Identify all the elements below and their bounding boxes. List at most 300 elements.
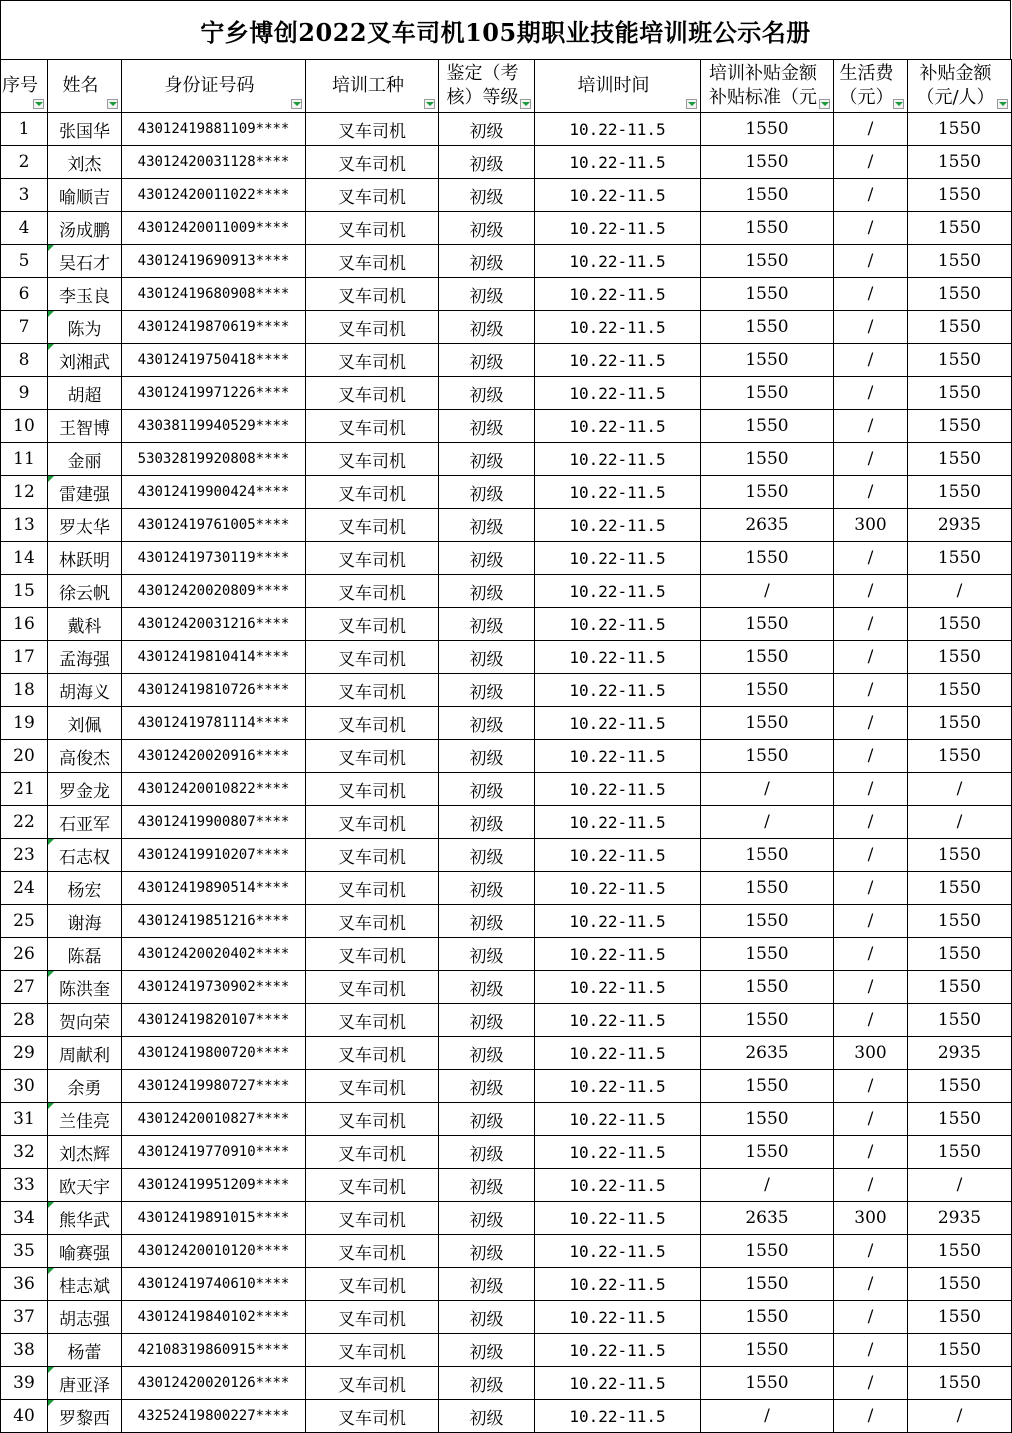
cell-trade[interactable] — [306, 443, 439, 476]
cell-amount[interactable] — [908, 1367, 1012, 1400]
cell-no[interactable] — [1, 1400, 48, 1433]
cell-name[interactable] — [48, 1202, 122, 1235]
col-header-level[interactable] — [439, 60, 535, 113]
cell-standard[interactable] — [701, 740, 834, 773]
cell-living[interactable] — [834, 146, 908, 179]
cell-level[interactable] — [439, 641, 535, 674]
cell-living[interactable] — [834, 1202, 908, 1235]
cell-no[interactable] — [1, 1004, 48, 1037]
cell-name[interactable] — [48, 410, 122, 443]
cell-trade[interactable] — [306, 1004, 439, 1037]
cell-living[interactable] — [834, 1136, 908, 1169]
cell-no[interactable] — [1, 1235, 48, 1268]
cell-level[interactable] — [439, 344, 535, 377]
cell-trade[interactable] — [306, 1400, 439, 1433]
cell-time[interactable] — [535, 938, 701, 971]
cell-trade[interactable] — [306, 707, 439, 740]
cell-level[interactable] — [439, 872, 535, 905]
cell-amount[interactable] — [908, 1037, 1012, 1070]
cell-name[interactable] — [48, 641, 122, 674]
cell-id[interactable] — [122, 146, 306, 179]
cell-name[interactable] — [48, 806, 122, 839]
cell-standard[interactable] — [701, 377, 834, 410]
cell-id[interactable] — [122, 905, 306, 938]
cell-living[interactable] — [834, 641, 908, 674]
cell-amount[interactable] — [908, 311, 1012, 344]
cell-amount[interactable] — [908, 1301, 1012, 1334]
cell-name[interactable] — [48, 212, 122, 245]
cell-level[interactable] — [439, 575, 535, 608]
cell-level[interactable] — [439, 1400, 535, 1433]
cell-level[interactable] — [439, 1037, 535, 1070]
cell-amount[interactable] — [908, 1070, 1012, 1103]
cell-name[interactable] — [48, 278, 122, 311]
cell-id[interactable] — [122, 674, 306, 707]
cell-id[interactable] — [122, 542, 306, 575]
cell-standard[interactable] — [701, 608, 834, 641]
cell-time[interactable] — [535, 1268, 701, 1301]
cell-trade[interactable] — [306, 1367, 439, 1400]
cell-level[interactable] — [439, 146, 535, 179]
cell-trade[interactable] — [306, 179, 439, 212]
cell-level[interactable] — [439, 1235, 535, 1268]
cell-amount[interactable] — [908, 476, 1012, 509]
cell-standard[interactable] — [701, 905, 834, 938]
cell-name[interactable] — [48, 542, 122, 575]
cell-standard[interactable] — [701, 113, 834, 146]
cell-trade[interactable] — [306, 113, 439, 146]
cell-amount[interactable] — [908, 1202, 1012, 1235]
cell-no[interactable] — [1, 278, 48, 311]
cell-trade[interactable] — [306, 1301, 439, 1334]
cell-living[interactable] — [834, 311, 908, 344]
cell-trade[interactable] — [306, 608, 439, 641]
cell-standard[interactable] — [701, 1268, 834, 1301]
cell-time[interactable] — [535, 476, 701, 509]
cell-amount[interactable] — [908, 839, 1012, 872]
cell-id[interactable] — [122, 1136, 306, 1169]
cell-amount[interactable] — [908, 1268, 1012, 1301]
cell-time[interactable] — [535, 344, 701, 377]
cell-name[interactable] — [48, 1400, 122, 1433]
cell-living[interactable] — [834, 212, 908, 245]
cell-time[interactable] — [535, 179, 701, 212]
cell-level[interactable] — [439, 1169, 535, 1202]
col-header-id[interactable] — [122, 60, 306, 113]
cell-name[interactable] — [48, 839, 122, 872]
cell-level[interactable] — [439, 839, 535, 872]
cell-no[interactable] — [1, 1103, 48, 1136]
cell-name[interactable] — [48, 1037, 122, 1070]
cell-level[interactable] — [439, 179, 535, 212]
cell-living[interactable] — [834, 806, 908, 839]
cell-standard[interactable] — [701, 443, 834, 476]
cell-time[interactable] — [535, 410, 701, 443]
cell-time[interactable] — [535, 1070, 701, 1103]
cell-id[interactable] — [122, 179, 306, 212]
cell-amount[interactable] — [908, 872, 1012, 905]
cell-time[interactable] — [535, 1004, 701, 1037]
cell-id[interactable] — [122, 377, 306, 410]
col-header-time[interactable] — [535, 60, 701, 113]
cell-standard[interactable] — [701, 1169, 834, 1202]
cell-trade[interactable] — [306, 509, 439, 542]
cell-amount[interactable] — [908, 278, 1012, 311]
cell-no[interactable] — [1, 1136, 48, 1169]
cell-time[interactable] — [535, 146, 701, 179]
cell-name[interactable] — [48, 1169, 122, 1202]
cell-id[interactable] — [122, 245, 306, 278]
cell-living[interactable] — [834, 1169, 908, 1202]
cell-trade[interactable] — [306, 839, 439, 872]
cell-living[interactable] — [834, 1334, 908, 1367]
cell-amount[interactable] — [908, 1136, 1012, 1169]
cell-name[interactable] — [48, 311, 122, 344]
cell-no[interactable] — [1, 971, 48, 1004]
cell-time[interactable] — [535, 443, 701, 476]
cell-living[interactable] — [834, 1235, 908, 1268]
filter-dropdown-icon[interactable] — [291, 99, 302, 109]
cell-no[interactable] — [1, 509, 48, 542]
cell-time[interactable] — [535, 773, 701, 806]
cell-name[interactable] — [48, 1268, 122, 1301]
cell-id[interactable] — [122, 443, 306, 476]
cell-name[interactable] — [48, 740, 122, 773]
cell-time[interactable] — [535, 377, 701, 410]
cell-level[interactable] — [439, 377, 535, 410]
cell-level[interactable] — [439, 740, 535, 773]
cell-standard[interactable] — [701, 773, 834, 806]
cell-amount[interactable] — [908, 773, 1012, 806]
cell-no[interactable] — [1, 1334, 48, 1367]
cell-name[interactable] — [48, 113, 122, 146]
cell-time[interactable] — [535, 674, 701, 707]
cell-standard[interactable] — [701, 575, 834, 608]
cell-name[interactable] — [48, 1103, 122, 1136]
cell-amount[interactable] — [908, 443, 1012, 476]
filter-dropdown-icon[interactable] — [520, 99, 531, 109]
cell-living[interactable] — [834, 509, 908, 542]
filter-dropdown-icon[interactable] — [424, 99, 435, 109]
cell-standard[interactable] — [701, 641, 834, 674]
cell-standard[interactable] — [701, 146, 834, 179]
cell-time[interactable] — [535, 872, 701, 905]
cell-id[interactable] — [122, 1169, 306, 1202]
filter-dropdown-icon[interactable] — [819, 99, 830, 109]
cell-standard[interactable] — [701, 872, 834, 905]
cell-amount[interactable] — [908, 575, 1012, 608]
cell-no[interactable] — [1, 410, 48, 443]
cell-time[interactable] — [535, 509, 701, 542]
cell-living[interactable] — [834, 410, 908, 443]
cell-id[interactable] — [122, 212, 306, 245]
cell-trade[interactable] — [306, 311, 439, 344]
cell-standard[interactable] — [701, 278, 834, 311]
cell-level[interactable] — [439, 971, 535, 1004]
cell-time[interactable] — [535, 1169, 701, 1202]
cell-living[interactable] — [834, 1400, 908, 1433]
cell-trade[interactable] — [306, 674, 439, 707]
cell-id[interactable] — [122, 1268, 306, 1301]
cell-level[interactable] — [439, 674, 535, 707]
cell-name[interactable] — [48, 344, 122, 377]
cell-level[interactable] — [439, 938, 535, 971]
cell-standard[interactable] — [701, 1004, 834, 1037]
cell-standard[interactable] — [701, 971, 834, 1004]
cell-trade[interactable] — [306, 1268, 439, 1301]
filter-dropdown-icon[interactable] — [686, 99, 697, 109]
cell-name[interactable] — [48, 377, 122, 410]
cell-no[interactable] — [1, 311, 48, 344]
cell-id[interactable] — [122, 1235, 306, 1268]
cell-id[interactable] — [122, 113, 306, 146]
cell-standard[interactable] — [701, 806, 834, 839]
cell-name[interactable] — [48, 1334, 122, 1367]
cell-level[interactable] — [439, 113, 535, 146]
cell-standard[interactable] — [701, 1037, 834, 1070]
cell-time[interactable] — [535, 608, 701, 641]
cell-level[interactable] — [439, 509, 535, 542]
cell-level[interactable] — [439, 1070, 535, 1103]
cell-living[interactable] — [834, 179, 908, 212]
cell-no[interactable] — [1, 476, 48, 509]
cell-living[interactable] — [834, 542, 908, 575]
cell-living[interactable] — [834, 707, 908, 740]
cell-name[interactable] — [48, 707, 122, 740]
cell-trade[interactable] — [306, 971, 439, 1004]
cell-name[interactable] — [48, 476, 122, 509]
cell-time[interactable] — [535, 806, 701, 839]
cell-amount[interactable] — [908, 740, 1012, 773]
cell-time[interactable] — [535, 839, 701, 872]
cell-trade[interactable] — [306, 806, 439, 839]
col-header-name[interactable] — [48, 60, 122, 113]
cell-no[interactable] — [1, 938, 48, 971]
cell-standard[interactable] — [701, 245, 834, 278]
cell-living[interactable] — [834, 1367, 908, 1400]
cell-living[interactable] — [834, 1103, 908, 1136]
cell-time[interactable] — [535, 311, 701, 344]
col-header-amount[interactable] — [908, 60, 1012, 113]
cell-standard[interactable] — [701, 1202, 834, 1235]
cell-time[interactable] — [535, 113, 701, 146]
cell-name[interactable] — [48, 608, 122, 641]
cell-id[interactable] — [122, 608, 306, 641]
cell-name[interactable] — [48, 905, 122, 938]
cell-no[interactable] — [1, 1169, 48, 1202]
cell-level[interactable] — [439, 1004, 535, 1037]
cell-level[interactable] — [439, 707, 535, 740]
cell-trade[interactable] — [306, 1169, 439, 1202]
filter-dropdown-icon[interactable] — [997, 99, 1008, 109]
cell-amount[interactable] — [908, 113, 1012, 146]
cell-standard[interactable] — [701, 707, 834, 740]
cell-time[interactable] — [535, 971, 701, 1004]
cell-name[interactable] — [48, 1235, 122, 1268]
cell-name[interactable] — [48, 1004, 122, 1037]
cell-name[interactable] — [48, 179, 122, 212]
cell-living[interactable] — [834, 1070, 908, 1103]
cell-no[interactable] — [1, 905, 48, 938]
cell-id[interactable] — [122, 938, 306, 971]
cell-standard[interactable] — [701, 311, 834, 344]
cell-amount[interactable] — [908, 1334, 1012, 1367]
cell-id[interactable] — [122, 1400, 306, 1433]
cell-level[interactable] — [439, 1334, 535, 1367]
cell-amount[interactable] — [908, 212, 1012, 245]
cell-level[interactable] — [439, 1202, 535, 1235]
cell-standard[interactable] — [701, 1103, 834, 1136]
cell-trade[interactable] — [306, 1202, 439, 1235]
cell-trade[interactable] — [306, 1136, 439, 1169]
cell-living[interactable] — [834, 872, 908, 905]
cell-living[interactable] — [834, 1004, 908, 1037]
cell-no[interactable] — [1, 377, 48, 410]
cell-living[interactable] — [834, 1037, 908, 1070]
cell-level[interactable] — [439, 476, 535, 509]
cell-time[interactable] — [535, 1334, 701, 1367]
cell-no[interactable] — [1, 179, 48, 212]
cell-time[interactable] — [535, 575, 701, 608]
cell-name[interactable] — [48, 1136, 122, 1169]
cell-living[interactable] — [834, 1301, 908, 1334]
cell-trade[interactable] — [306, 773, 439, 806]
cell-id[interactable] — [122, 641, 306, 674]
cell-id[interactable] — [122, 410, 306, 443]
cell-standard[interactable] — [701, 410, 834, 443]
cell-no[interactable] — [1, 740, 48, 773]
cell-trade[interactable] — [306, 146, 439, 179]
cell-trade[interactable] — [306, 575, 439, 608]
cell-amount[interactable] — [908, 410, 1012, 443]
cell-no[interactable] — [1, 872, 48, 905]
cell-id[interactable] — [122, 311, 306, 344]
cell-id[interactable] — [122, 1334, 306, 1367]
cell-id[interactable] — [122, 806, 306, 839]
cell-no[interactable] — [1, 674, 48, 707]
cell-amount[interactable] — [908, 806, 1012, 839]
cell-name[interactable] — [48, 575, 122, 608]
cell-trade[interactable] — [306, 278, 439, 311]
cell-amount[interactable] — [908, 641, 1012, 674]
cell-living[interactable] — [834, 575, 908, 608]
cell-living[interactable] — [834, 113, 908, 146]
cell-standard[interactable] — [701, 179, 834, 212]
cell-no[interactable] — [1, 443, 48, 476]
cell-living[interactable] — [834, 443, 908, 476]
cell-level[interactable] — [439, 608, 535, 641]
filter-dropdown-icon[interactable] — [33, 99, 44, 109]
cell-name[interactable] — [48, 674, 122, 707]
cell-no[interactable] — [1, 542, 48, 575]
cell-living[interactable] — [834, 740, 908, 773]
cell-time[interactable] — [535, 1235, 701, 1268]
cell-no[interactable] — [1, 146, 48, 179]
cell-no[interactable] — [1, 344, 48, 377]
cell-id[interactable] — [122, 1301, 306, 1334]
cell-level[interactable] — [439, 1268, 535, 1301]
cell-trade[interactable] — [306, 1103, 439, 1136]
cell-no[interactable] — [1, 707, 48, 740]
cell-amount[interactable] — [908, 608, 1012, 641]
cell-no[interactable] — [1, 1070, 48, 1103]
cell-standard[interactable] — [701, 1367, 834, 1400]
cell-no[interactable] — [1, 1301, 48, 1334]
cell-amount[interactable] — [908, 377, 1012, 410]
cell-standard[interactable] — [701, 1400, 834, 1433]
cell-name[interactable] — [48, 443, 122, 476]
cell-amount[interactable] — [908, 1235, 1012, 1268]
cell-no[interactable] — [1, 575, 48, 608]
cell-standard[interactable] — [701, 1136, 834, 1169]
cell-living[interactable] — [834, 344, 908, 377]
cell-amount[interactable] — [908, 905, 1012, 938]
cell-time[interactable] — [535, 1301, 701, 1334]
cell-no[interactable] — [1, 245, 48, 278]
cell-level[interactable] — [439, 278, 535, 311]
cell-time[interactable] — [535, 740, 701, 773]
cell-time[interactable] — [535, 641, 701, 674]
cell-standard[interactable] — [701, 344, 834, 377]
cell-standard[interactable] — [701, 839, 834, 872]
cell-amount[interactable] — [908, 179, 1012, 212]
cell-id[interactable] — [122, 1103, 306, 1136]
cell-amount[interactable] — [908, 344, 1012, 377]
cell-id[interactable] — [122, 1004, 306, 1037]
cell-id[interactable] — [122, 1202, 306, 1235]
cell-trade[interactable] — [306, 212, 439, 245]
cell-time[interactable] — [535, 905, 701, 938]
cell-trade[interactable] — [306, 476, 439, 509]
cell-id[interactable] — [122, 476, 306, 509]
cell-level[interactable] — [439, 212, 535, 245]
cell-living[interactable] — [834, 839, 908, 872]
cell-time[interactable] — [535, 1202, 701, 1235]
cell-no[interactable] — [1, 641, 48, 674]
cell-amount[interactable] — [908, 971, 1012, 1004]
cell-name[interactable] — [48, 1367, 122, 1400]
cell-level[interactable] — [439, 443, 535, 476]
cell-level[interactable] — [439, 773, 535, 806]
cell-living[interactable] — [834, 938, 908, 971]
cell-id[interactable] — [122, 278, 306, 311]
cell-id[interactable] — [122, 575, 306, 608]
col-header-trade[interactable] — [306, 60, 439, 113]
cell-living[interactable] — [834, 608, 908, 641]
cell-no[interactable] — [1, 1202, 48, 1235]
cell-level[interactable] — [439, 905, 535, 938]
cell-amount[interactable] — [908, 245, 1012, 278]
cell-level[interactable] — [439, 542, 535, 575]
cell-living[interactable] — [834, 1268, 908, 1301]
cell-level[interactable] — [439, 806, 535, 839]
cell-standard[interactable] — [701, 476, 834, 509]
cell-amount[interactable] — [908, 674, 1012, 707]
cell-name[interactable] — [48, 1070, 122, 1103]
cell-amount[interactable] — [908, 1169, 1012, 1202]
cell-time[interactable] — [535, 1400, 701, 1433]
cell-standard[interactable] — [701, 1301, 834, 1334]
cell-amount[interactable] — [908, 1103, 1012, 1136]
cell-id[interactable] — [122, 1367, 306, 1400]
cell-level[interactable] — [439, 410, 535, 443]
col-header-living[interactable] — [834, 60, 908, 113]
cell-trade[interactable] — [306, 1070, 439, 1103]
cell-trade[interactable] — [306, 905, 439, 938]
cell-id[interactable] — [122, 740, 306, 773]
cell-id[interactable] — [122, 344, 306, 377]
cell-no[interactable] — [1, 608, 48, 641]
